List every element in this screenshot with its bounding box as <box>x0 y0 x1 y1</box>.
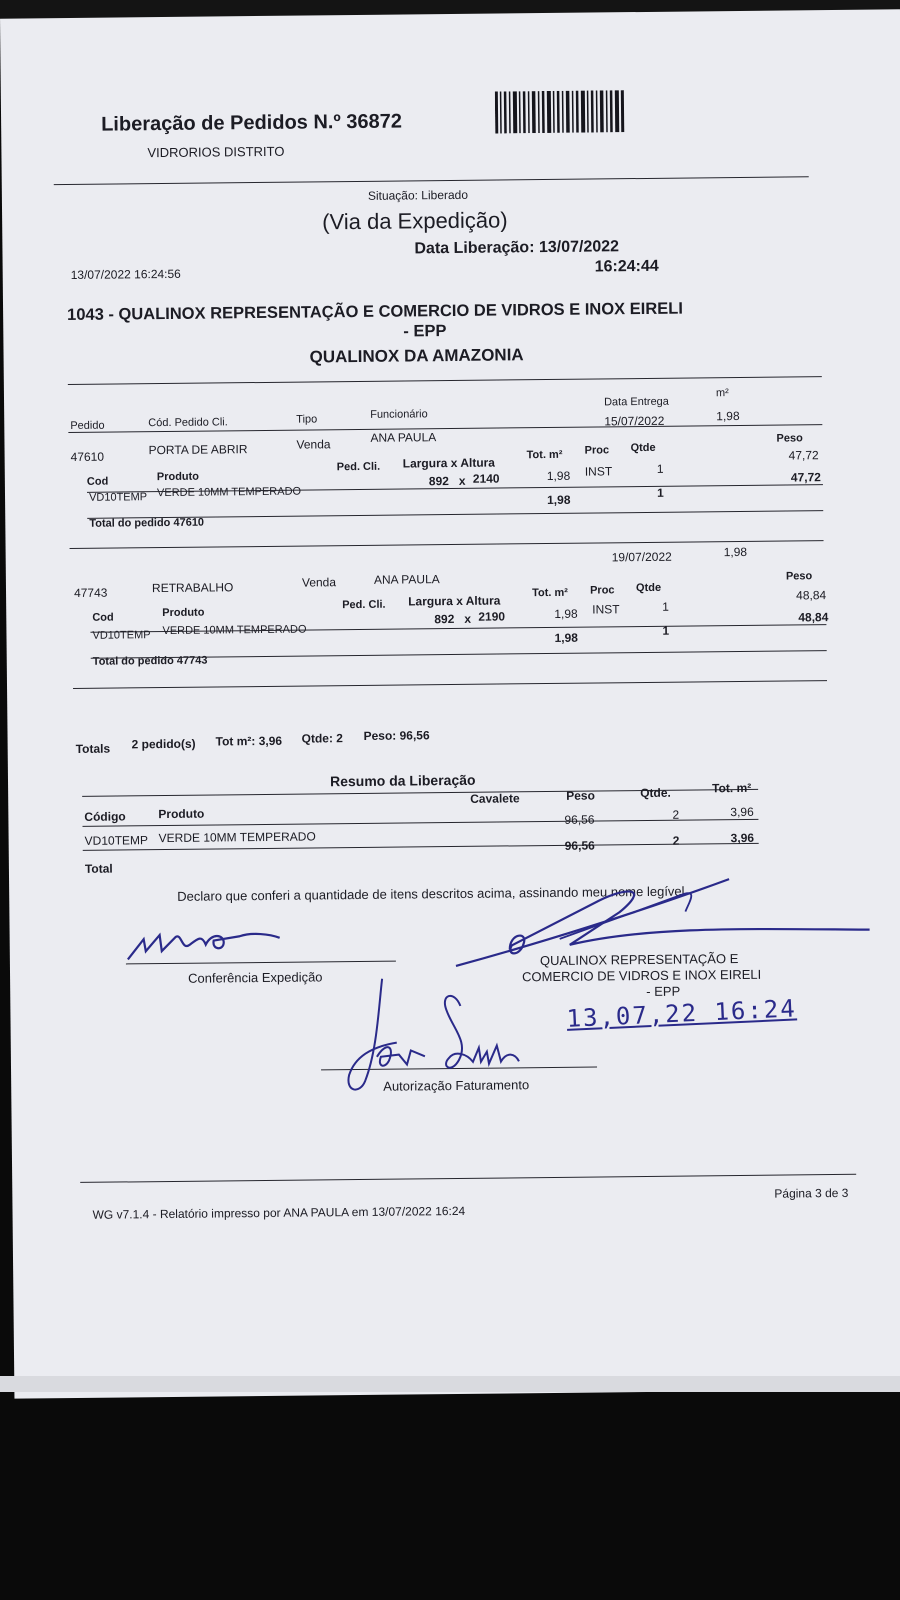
client-sign-line2: COMERCIO DE VIDROS E INOX EIRELI <box>522 966 762 985</box>
data-liberacao: Data Liberação: 13/07/2022 <box>414 238 620 258</box>
item-col-produto: Produto <box>162 606 205 620</box>
conferencia-label: Conferência Expedição <box>188 969 323 986</box>
order-funcionario: ANA PAULA <box>370 430 437 445</box>
order-data-entrega: 15/07/2022 <box>604 413 665 429</box>
item-col-ped-cli: Ped. Cli. <box>342 598 386 612</box>
underlying-page-edge <box>0 1376 900 1392</box>
item-produto: VERDE 10MM TEMPERADO <box>162 623 307 638</box>
data-liberacao-time: 16:24:44 <box>594 257 659 276</box>
item-col-largura-altura: Largura x Altura <box>408 593 501 609</box>
order-separator <box>73 680 827 689</box>
item-altura: 2140 <box>472 471 500 486</box>
via-expedicao-title: (Via da Expedição) <box>322 207 508 235</box>
col-pedido: Pedido <box>70 419 105 432</box>
item-proc: INST <box>592 602 620 617</box>
order-total-qtde: 1 <box>656 485 664 500</box>
item-col-cod: Cod <box>86 475 109 488</box>
order-total-qtde: 1 <box>662 623 670 638</box>
order-total-line <box>87 510 823 519</box>
print-datetime: 13/07/2022 16:24:56 <box>70 266 181 282</box>
order-m2: 1,98 <box>723 544 748 560</box>
item-x: x <box>458 473 466 488</box>
document-title: Liberação de Pedidos N.º 36872 <box>101 110 403 136</box>
order-tipo: Venda <box>301 575 337 590</box>
header-divider <box>54 176 809 185</box>
item-col-tot-m2: Tot. m² <box>532 586 568 600</box>
col-data-entrega: Data Entrega <box>604 395 669 409</box>
col-tipo: Tipo <box>296 413 318 426</box>
client-fantasy-name: QUALINOX DA AMAZONIA <box>309 345 524 367</box>
resumo-total-label: Total <box>84 861 113 876</box>
col-cod-pedido-cli: Cód. Pedido Cli. <box>148 416 228 430</box>
order-total-peso: 47,72 <box>790 470 821 485</box>
client-name-line2: - EPP <box>403 322 447 341</box>
order-separator <box>70 540 824 549</box>
col-m2: m² <box>715 387 729 400</box>
document-page <box>0 9 900 1398</box>
resumo-col-tot-m2: Tot. m² <box>712 780 752 796</box>
footer-divider <box>80 1174 856 1183</box>
item-largura: 892 <box>434 611 455 627</box>
resumo-row-qtde: 2 <box>672 807 680 822</box>
resumo-total-peso: 96,56 <box>564 838 595 853</box>
order-m2: 1,98 <box>716 408 740 424</box>
item-proc: INST <box>584 464 613 479</box>
resumo-row-peso: 96,56 <box>564 812 595 827</box>
resumo-total-qtde: 2 <box>672 833 680 848</box>
item-largura: 892 <box>428 474 449 489</box>
col-funcionario: Funcionário <box>370 408 428 421</box>
autorizacao-label: Autorização Faturamento <box>383 1077 530 1094</box>
barcode-icon <box>495 90 625 133</box>
item-col-tot-m2: Tot. m² <box>526 448 563 462</box>
item-peso: 47,72 <box>788 448 819 463</box>
order-cod-pedido-cli: PORTA DE ABRIR <box>148 442 248 458</box>
resumo-col-produto: Produto <box>158 806 205 822</box>
resumo-row-tot-m2: 3,96 <box>730 804 754 820</box>
item-qtde: 1 <box>662 599 669 614</box>
situacao-text: Situação: Liberado <box>367 187 469 203</box>
item-col-produto: Produto <box>156 470 200 484</box>
item-produto: VERDE 10MM TEMPERADO <box>156 485 302 500</box>
order-total-label: Total do pedido 47743 <box>92 654 208 668</box>
order-total-label: Total do pedido 47610 <box>89 516 205 530</box>
totals-label: Totals <box>75 741 111 756</box>
item-col-ped-cli: Ped. Cli. <box>336 460 381 474</box>
totals-pedidos: 2 pedido(s) <box>131 736 196 752</box>
client-name-line1: 1043 - QUALINOX REPRESENTAÇÃO E COMERCIO DE VIDROS E INOX EIRELI <box>67 299 683 325</box>
footer-printed-by: WG v7.1.4 - Relatório impresso por ANA PAULA em 13/07/2022 16:24 <box>92 1203 466 1222</box>
autorizacao-signature-line <box>321 1067 597 1071</box>
item-col-largura-altura: Largura x Altura <box>402 455 496 471</box>
resumo-title: Resumo da Liberação <box>329 771 476 790</box>
item-qtde: 1 <box>656 461 664 476</box>
item-col-peso: Peso <box>785 570 813 583</box>
item-col-qtde: Qtde <box>630 441 656 455</box>
order-pedido: 47610 <box>70 449 105 464</box>
company-name: VIDRORIOS DISTRITO <box>147 143 285 161</box>
item-col-peso: Peso <box>776 432 803 445</box>
item-cod: VD10TEMP <box>92 629 151 642</box>
totals-tot-m2: Tot m²: 3,96 <box>215 733 283 749</box>
resumo-row-produto: VERDE 10MM TEMPERADO <box>158 829 316 846</box>
client-sign-line3: - EPP <box>646 983 681 999</box>
totals-qtde: Qtde: 2 <box>301 731 343 746</box>
resumo-col-cavalete: Cavalete <box>470 791 520 806</box>
handwritten-date: 13,07,22 16:24 <box>565 994 798 1033</box>
item-tot-m2: 1,98 <box>554 606 578 621</box>
footer-page-number: Página 3 de 3 <box>774 1185 849 1201</box>
item-col-proc: Proc <box>589 584 615 597</box>
order-funcionario: ANA PAULA <box>373 572 440 587</box>
item-peso: 48,84 <box>796 588 827 603</box>
item-tot-m2: 1,98 <box>546 468 571 484</box>
resumo-total-tot-m2: 3,96 <box>730 830 755 846</box>
resumo-col-qtde: Qtde. <box>640 785 671 801</box>
order-cod-pedido-cli: RETRABALHO <box>151 580 234 596</box>
item-x: x <box>464 611 472 626</box>
conferencia-signature-line <box>126 961 396 965</box>
totals-peso: Peso: 96,56 <box>363 728 430 743</box>
resumo-col-codigo: Código <box>84 809 126 824</box>
column-header-top-line <box>68 376 822 385</box>
item-col-qtde: Qtde <box>635 581 662 595</box>
item-cod: VD10TEMP <box>88 491 148 504</box>
order-total-m2: 1,98 <box>547 492 571 508</box>
conferencia-signature <box>119 916 310 968</box>
order-tipo: Venda <box>296 437 331 452</box>
order-total-peso: 48,84 <box>798 610 829 625</box>
order-data-entrega: 19/07/2022 <box>611 549 672 565</box>
item-col-proc: Proc <box>584 444 610 457</box>
client-sign-line1: QUALINOX REPRESENTAÇÃO E <box>539 951 739 969</box>
resumo-row-codigo: VD10TEMP <box>84 833 149 848</box>
resumo-col-peso: Peso <box>566 788 595 803</box>
item-col-cod: Cod <box>92 611 114 624</box>
order-total-m2: 1,98 <box>554 630 578 645</box>
item-altura: 2190 <box>478 609 506 624</box>
order-pedido: 47743 <box>73 585 108 600</box>
declaration-text: Declaro que conferi a quantidade de itens descritos acima, assinando meu nome legível <box>177 883 685 904</box>
